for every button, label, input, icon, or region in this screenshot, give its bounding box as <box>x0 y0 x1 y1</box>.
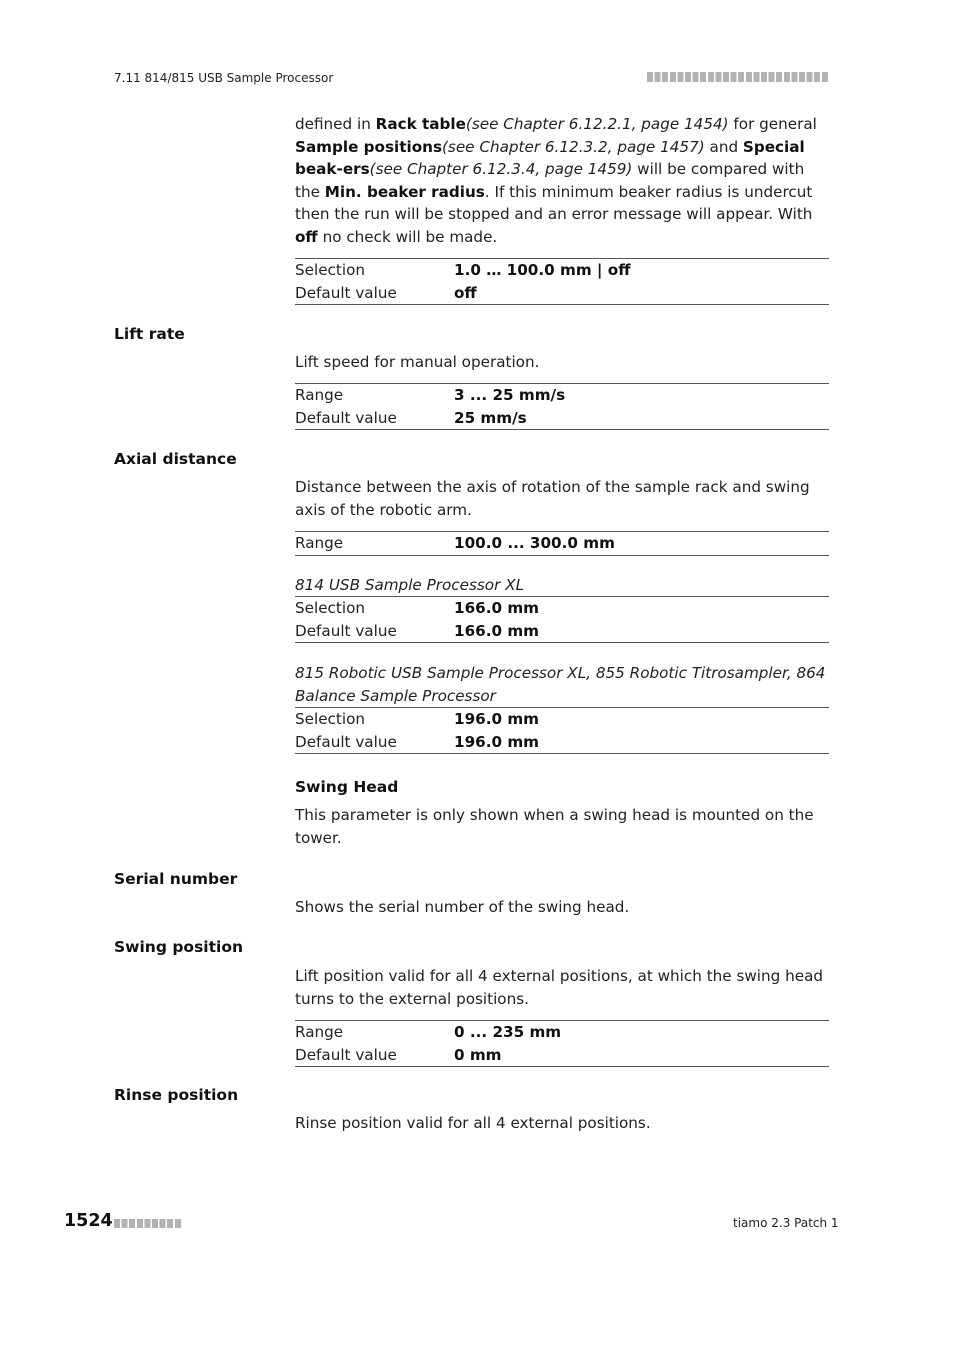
sample-positions-term: Sample positions <box>295 137 442 156</box>
footer-decoration-dots <box>114 1219 182 1228</box>
intro-text-1: defined in <box>295 115 376 133</box>
row-value: 0 mm <box>454 1045 502 1064</box>
row-value: 0 ... 235 mm <box>454 1023 562 1041</box>
off-term: off <box>295 227 318 246</box>
table-row <box>295 1021 829 1044</box>
intro-text-2: for general <box>728 115 817 133</box>
row-value: 25 mm/s <box>454 408 527 427</box>
row-key: Default value <box>295 408 397 427</box>
row-key: Default value <box>295 1045 397 1064</box>
serial-number-description: Shows the serial number of the swing head. <box>295 898 630 916</box>
lift-rate-table <box>295 383 829 430</box>
swing-position-description: Lift position valid for all 4 external positions, at which the swing head turns to the external positions. <box>295 967 824 1008</box>
row-key: Range <box>295 1023 344 1041</box>
swing-head-description: This parameter is only shown when a swing head is mounted on the tower. <box>295 806 814 847</box>
row-key: Selection <box>295 261 365 279</box>
lift-rate-label: Lift rate <box>114 325 185 343</box>
intro-text-5: . If this minimum beaker radius is undercut then the run will be stopped and an error message will appear. With <box>295 182 813 223</box>
intro-text-6: no check will be made. <box>317 227 498 246</box>
row-key: Range <box>295 386 344 404</box>
table-row <box>295 259 829 282</box>
axial-distance-814-table <box>295 596 829 643</box>
axial-distance-description: Distance between the axis of rotation of the sample rack and swing axis of the robotic arm. <box>295 478 810 519</box>
table-row <box>295 1044 829 1067</box>
header-decoration-dots <box>647 72 829 82</box>
table-row <box>295 532 829 555</box>
swing-position-label: Swing position <box>114 938 244 956</box>
table-row <box>295 384 829 407</box>
table-row <box>295 620 829 643</box>
row-value: 1.0 … 100.0 mm | off <box>454 261 631 279</box>
lift-rate-description: Lift speed for manual operation. <box>295 353 540 371</box>
row-key: Selection <box>295 710 365 728</box>
page-number: 1524 <box>64 1211 113 1231</box>
table-row <box>295 708 829 731</box>
special-beakers-term: Special beak-ers <box>295 137 805 178</box>
row-value: 166.0 mm <box>454 621 539 640</box>
axial-distance-815-table <box>295 707 829 754</box>
table-row <box>295 282 829 305</box>
footer-product: tiamo 2.3 Patch 1 <box>733 1216 839 1230</box>
beaker-radius-table <box>295 258 829 305</box>
intro-text-4: will be compared with the <box>295 160 805 201</box>
axial-distance-range-table <box>295 531 829 556</box>
row-key: Range <box>295 534 344 552</box>
intro-paragraph <box>295 113 830 248</box>
row-value: 196.0 mm <box>454 710 539 728</box>
row-key: Default value <box>295 283 397 302</box>
table-row <box>295 407 829 430</box>
table-row <box>295 597 829 620</box>
row-value: 3 ... 25 mm/s <box>454 386 566 404</box>
swing-position-table <box>295 1020 829 1067</box>
row-value: 166.0 mm <box>454 599 539 617</box>
row-key: Default value <box>295 621 397 640</box>
rack-table-term: Rack table <box>375 115 466 133</box>
table-row <box>295 731 829 754</box>
rack-table-xref[interactable]: (see Chapter 6.12.2.1, page 1454) <box>465 115 729 133</box>
row-key: Selection <box>295 599 365 617</box>
row-value: off <box>454 283 477 302</box>
rinse-position-label: Rinse position <box>114 1086 239 1104</box>
row-value: 100.0 ... 300.0 mm <box>454 534 615 552</box>
row-key: Default value <box>295 732 397 751</box>
axial-distance-label: Axial distance <box>114 450 237 468</box>
running-header-section: 7.11 814/815 USB Sample Processor <box>114 71 334 85</box>
swing-head-heading: Swing Head <box>295 778 399 796</box>
min-beaker-radius-term: Min. beaker radius <box>324 182 485 201</box>
special-beakers-xref[interactable]: (see Chapter 6.12.3.4, page 1459) <box>369 160 633 178</box>
sample-positions-xref[interactable]: (see Chapter 6.12.3.2, page 1457) <box>441 137 705 156</box>
row-value: 196.0 mm <box>454 732 539 751</box>
rinse-position-description: Rinse position valid for all 4 external positions. <box>295 1114 651 1132</box>
table-caption-814: 814 USB Sample Processor XL <box>295 576 525 594</box>
serial-number-label: Serial number <box>114 870 238 888</box>
intro-text-3: and <box>704 137 743 156</box>
table-caption-815: 815 Robotic USB Sample Processor XL, 855 Robotic Titrosampler, 864 Balance Sample Processor <box>295 664 826 705</box>
